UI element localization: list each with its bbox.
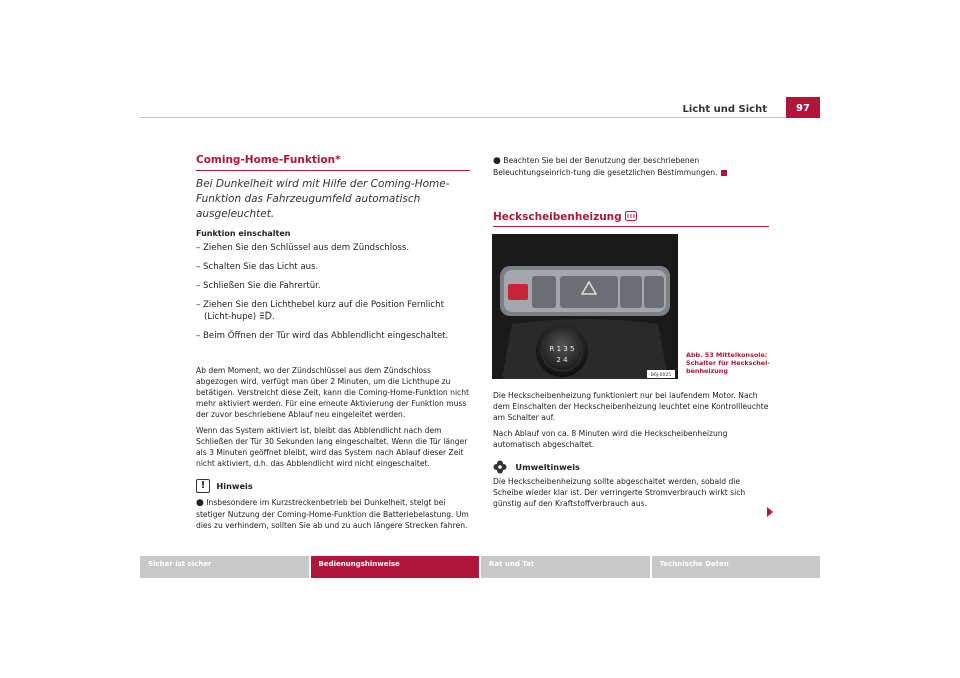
footer-tab-rat[interactable]: Rat und Tat [481,556,650,578]
hinweis-text: ● Insbesondere im Kurzstreckenbetrieb bei Dunkelheit, steigt bei stetiger Nutzung der Coming-Home-Funktion die Batteriebelastung. Um dies zu verhindern, sollten Sie ab und zu auch längere Strecken fahren. [196,498,469,530]
step-3: – Schließen Sie die Fahrertür. [196,281,321,291]
step-2: – Schalten Sie das Licht aus. [196,262,319,272]
heading-rule [196,170,470,171]
svg-text:R 1 3 5: R 1 3 5 [549,345,575,353]
page-header-title: Licht und Sicht [682,104,767,115]
page-number: 97 [786,97,820,118]
lead-text: Bei Dunkelheit wird mit Hilfe der Coming-Home-Funktion das Fahrzeugumfeld automatisch ausgeleuchtet. [196,178,450,220]
umwelt-box [493,460,769,474]
left-column [196,155,470,536]
flower-environment-icon [493,460,507,474]
footer-tab-technik[interactable]: Technische Daten [652,556,821,578]
legal-note: ● Beachten Sie bei der Benutzung der beschriebenen Beleuchtungseinrich-tung die gesetzlichen Bestimmungen. [493,155,769,178]
hinweis-title: Hinweis [216,480,253,491]
bullet-icon: ● [196,498,204,508]
step-4-text: – Ziehen Sie den Lichthebel kurz auf die Position Fernlicht (Licht-hupe) [196,300,444,322]
subheading-funktion: Funktion einschalten [196,229,291,238]
step-4: – Ziehen Sie den Lichthebel kurz auf die Position Fernlicht (Licht-hupe) . [196,300,444,322]
step-1: – Ziehen Sie den Schlüssel aus dem Zündschloss. [196,243,410,253]
step-5: – Beim Öffnen der Tür wird das Abblendlicht eingeschaltet. [196,331,449,341]
section-heading-coming-home: Coming-Home-Funktion* [196,154,341,166]
footer-tab-bedienung[interactable]: Bedienungshinweise [311,556,480,578]
rear-window-heater-icon [625,211,637,221]
paragraph-2: Wenn das System aktiviert ist, bleibt das Abblendlicht nach dem Schließen der Tür 30 Sekunden lang eingeschaltet. Wenn die Tür länger als 3 Minuten geöffnet bleibt, wird das System nach Ablauf dieser Zeit nicht aktiviert, d.h. das Abblendlicht wird nicht eingeschaltet. [196,426,468,468]
bullet-icon: ● [493,156,501,166]
footer-tab-sicher[interactable]: Sicher ist sicher [140,556,309,578]
note-icon: ! [196,479,210,493]
paragraph-funktion: Die Heckscheibenheizung funktioniert nur bei laufendem Motor. Nach dem Einschalten der Heckscheibenheizung leuchtet eine Kontrollleuchte am Schalter auf. [493,391,769,422]
paragraph-1: Ab dem Moment, wo der Zündschlüssel aus dem Zündschloss abgezogen wird, verfügt man über 2 Minuten, um die Lichthupe zu betätigen. Verstreicht diese Zeit, kann die Coming-Home-Funktion nicht mehr aktiviert werden. Für eine erneute Aktivierung der Funktion muss der zuvor beschriebene Ablauf neu eingeleitet werden. [196,366,470,419]
high-beam-icon [259,311,272,320]
umwelt-text: Die Heckscheibenheizung sollte abgeschaltet werden, sobald die Scheibe wieder klar ist. Der verringerte Stromverbrauch wirkt sich günstig auf den Kraftstoffverbrauch aus. [493,477,746,508]
section-end-icon [721,170,727,176]
paragraph-ablauf: Nach Ablauf von ca. 8 Minuten wird die Heckscheibenheizung automatisch abgeschaltet. [493,429,728,449]
figure-caption: Abb. 53 Mittelkonsole: Schalter für Heckschei-benheizung [686,351,770,375]
umwelt-title: Umweltinweis [515,461,580,472]
footer-nav [140,556,820,578]
hinweis-box [196,479,470,493]
header-rule [140,117,820,118]
center-console-photo [492,234,678,379]
next-page-arrow-icon[interactable] [767,507,773,517]
svg-text:2 4: 2 4 [556,356,568,364]
photo-code: B6J-0025 [650,373,672,378]
section-heading-heckscheibenheizung: Heckscheibenheizung [493,211,769,223]
